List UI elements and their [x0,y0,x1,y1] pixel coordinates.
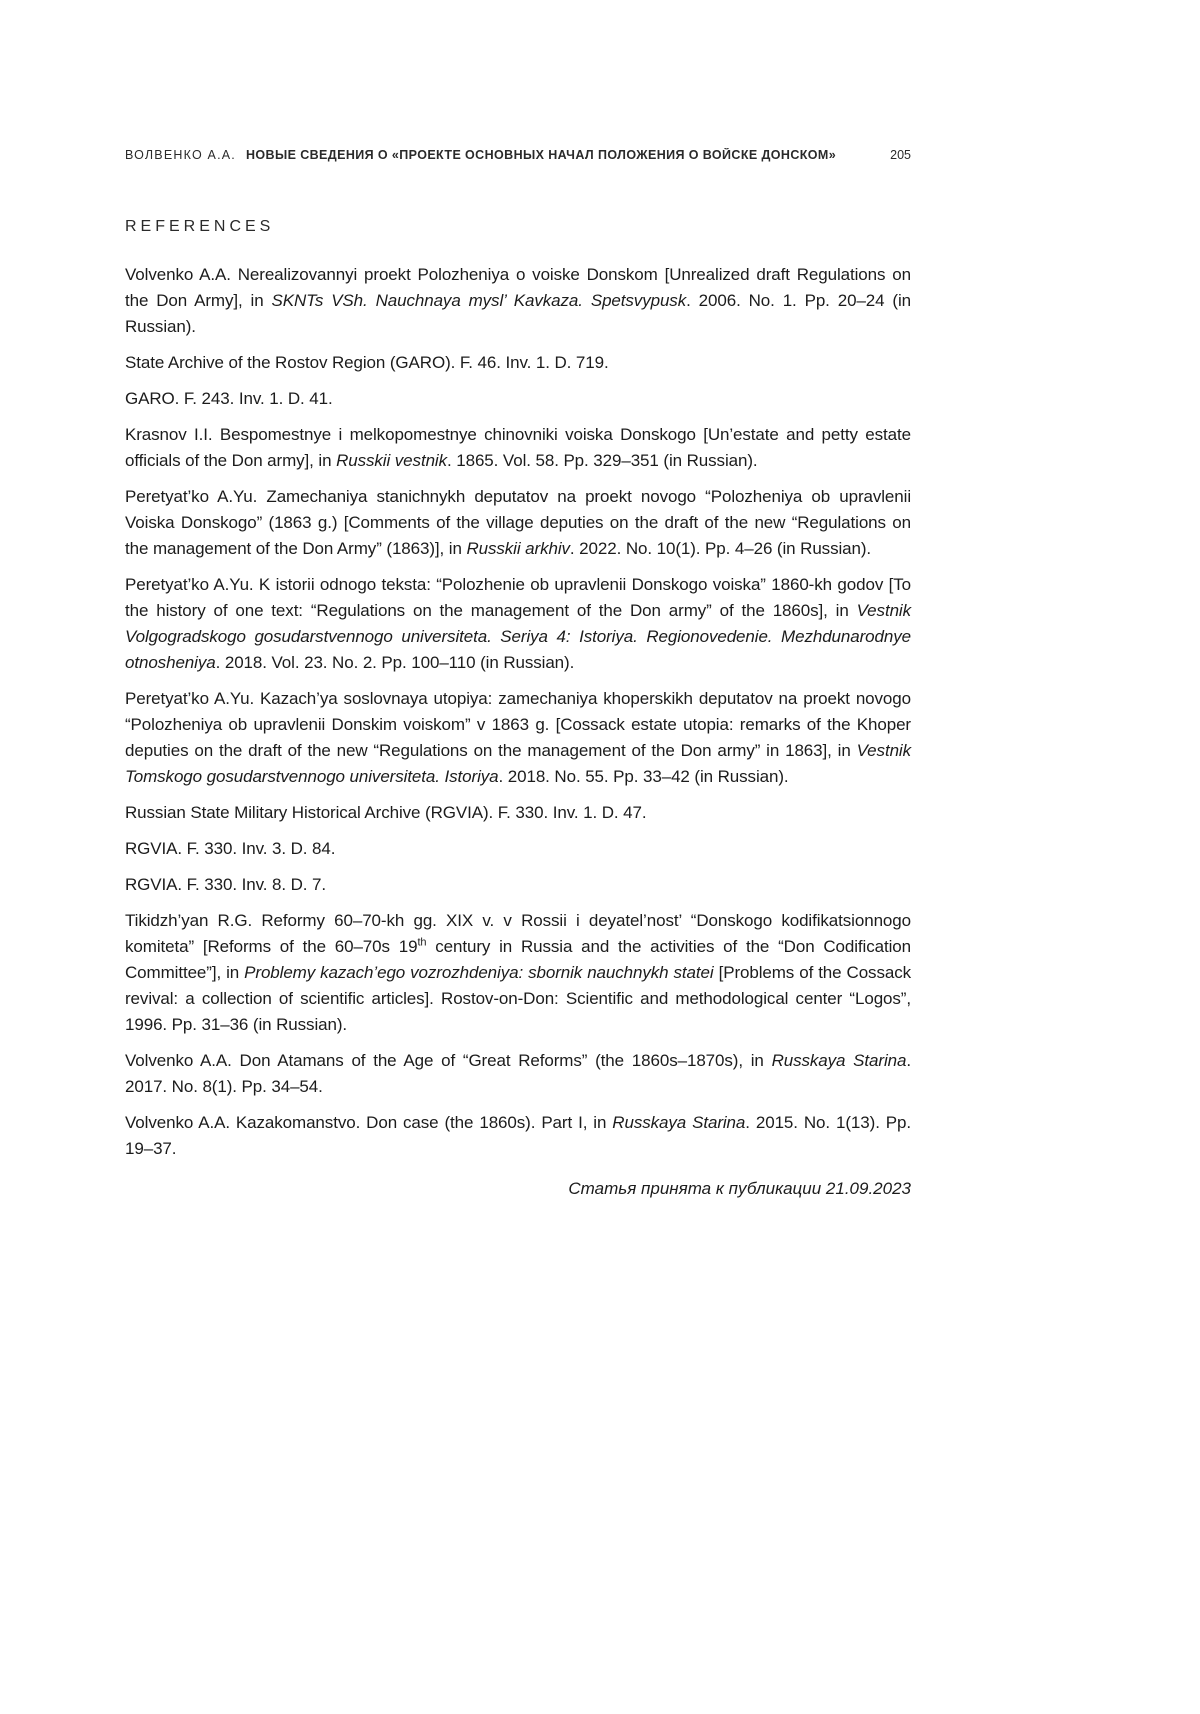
reference-entry [125,386,911,412]
reference-text: Volvenko A.A. Kazakomanstvo. Don case (the 1860s). Part I, in [125,1113,613,1132]
running-head-author: ВОЛВЕНКО А.А. [125,148,236,162]
reference-text: . 2006. No. 1. Pp. 20–24 (in Russian). [125,291,912,336]
reference-entry [125,422,911,474]
reference-entry [125,836,911,862]
reference-journal-title: Vestnik Volgogradskogo gosudarstvennogo universiteta. Seriya 4: Istoriya. Regionovedenie. Mezhdunarodnye otnosheniya [125,601,911,672]
reference-text: RGVIA. F. 330. Inv. 8. D. 7. [125,875,326,894]
page-number: 205 [890,148,911,162]
reference-entry [125,350,911,376]
reference-journal-title: Russkii arkhiv [466,539,570,558]
reference-text: Tikidzh’yan R.G. Reformy 60–70-kh gg. XIX v. v Rossii i deyatel’nost’ “Donskogo kodifikatsionnogo komiteta” [Reforms of the 60–70s 19 [125,911,911,956]
reference-entry [125,1048,911,1100]
reference-text: Russian State Military Historical Archive (RGVIA). F. 330. Inv. 1. D. 47. [125,803,647,822]
running-head-title: НОВЫЕ СВЕДЕНИЯ О «ПРОЕКТЕ ОСНОВНЫХ НАЧАЛ ПОЛОЖЕНИЯ О ВОЙСКЕ ДОНСКОМ» [245,148,837,162]
reference-journal-title: SKNTs VSh. Nauchnaya mysl’ Kavkaza. Spetsvypusk [271,291,687,310]
reference-entry [125,908,911,1038]
reference-text: RGVIA. F. 330. Inv. 3. D. 84. [125,839,336,858]
reference-text: . 2018. Vol. 23. No. 2. Pp. 100–110 (in Russian). [215,653,575,672]
reference-text: State Archive of the Rostov Region (GARO). F. 46. Inv. 1. D. 719. [125,353,609,372]
references-list [125,262,911,1162]
reference-text: Krasnov I.I. Bespomestnye i melkopomestnye chinovniki voiska Donskogo [Un’estate and petty estate officials of the Don army], in [125,425,911,470]
reference-journal-title: Vestnik Tomskogo gosudarstvennogo universiteta. Istoriya [125,741,911,786]
references-heading: REFERENCES [125,218,275,235]
reference-text: Peretyat’ko A.Yu. K istorii odnogo teksta: “Polozhenie ob upravlenii Donskogo voiska” 1860-kh godov [To the history of one text: “Regulations on the management of the Don army” of the 1860s], in [125,575,911,620]
reference-journal-title: Problemy kazach’ego vozrozhdeniya: sbornik nauchnykh statei [244,963,714,982]
reference-text: Peretyat’ko A.Yu. Zamechaniya stanichnykh deputatov na proekt novogo “Polozheniya ob upravlenii Voiska Donskogo” (1863 g.) [Comments of the village deputies on the draft of the new “Regulations on the management of the Don Army” (1863)], in [125,487,911,558]
reference-journal-title: Russkaya Starina [771,1051,907,1070]
reference-text: GARO. F. 243. Inv. 1. D. 41. [125,389,333,408]
reference-entry [125,800,911,826]
reference-text: . 2022. No. 10(1). Pp. 4–26 (in Russian). [569,539,872,558]
reference-text: Volvenko A.A. Nerealizovannyi proekt Polozheniya o voiske Donskom [Unrealized draft Regulations on the Don Army], in [125,265,911,310]
acceptance-note: Статья принята к публикации 21.09.2023 [568,1179,911,1198]
reference-text: Peretyat’ko A.Yu. Kazach’ya soslovnaya utopiya: zamechaniya khoperskikh deputatov na proekt novogo “Polozheniya ob upravlenii Donskim voiskom” v 1863 g. [Cossack estate utopia: remarks of the Khoper deputies on the draft of the new “Regulations on the management of the Don army” in 1863], in [125,689,911,760]
reference-entry [125,262,911,340]
reference-text: . 1865. Vol. 58. Pp. 329–351 (in Russian). [447,451,758,470]
reference-entry [125,872,911,898]
reference-journal-title: Russkaya Starina [612,1113,746,1132]
reference-entry [125,686,911,790]
reference-entry [125,1110,911,1162]
reference-text: century in Russia and the activities of the “Don Codification Committee”], in [125,937,911,982]
reference-text: . 2015. No. 1(13). Pp. 19–37. [125,1113,911,1158]
reference-text: . 2017. No. 8(1). Pp. 34–54. [125,1051,911,1096]
reference-text: th [417,936,427,949]
running-head [125,148,911,162]
reference-text: Volvenko A.A. Don Atamans of the Age of “Great Reforms” (the 1860s–1870s), in [125,1051,772,1070]
reference-text: . 2018. No. 55. Pp. 33–42 (in Russian). [498,767,789,786]
reference-entry [125,572,911,676]
reference-text: [Problems of the Cossack revival: a collection of scientific articles]. Rostov-on-Don: Scientific and methodological center “Logos”, 1996. Pp. 31–36 (in Russian). [125,963,912,1034]
page-content [125,148,911,1202]
reference-entry [125,484,911,562]
reference-journal-title: Russkii vestnik [336,451,447,470]
